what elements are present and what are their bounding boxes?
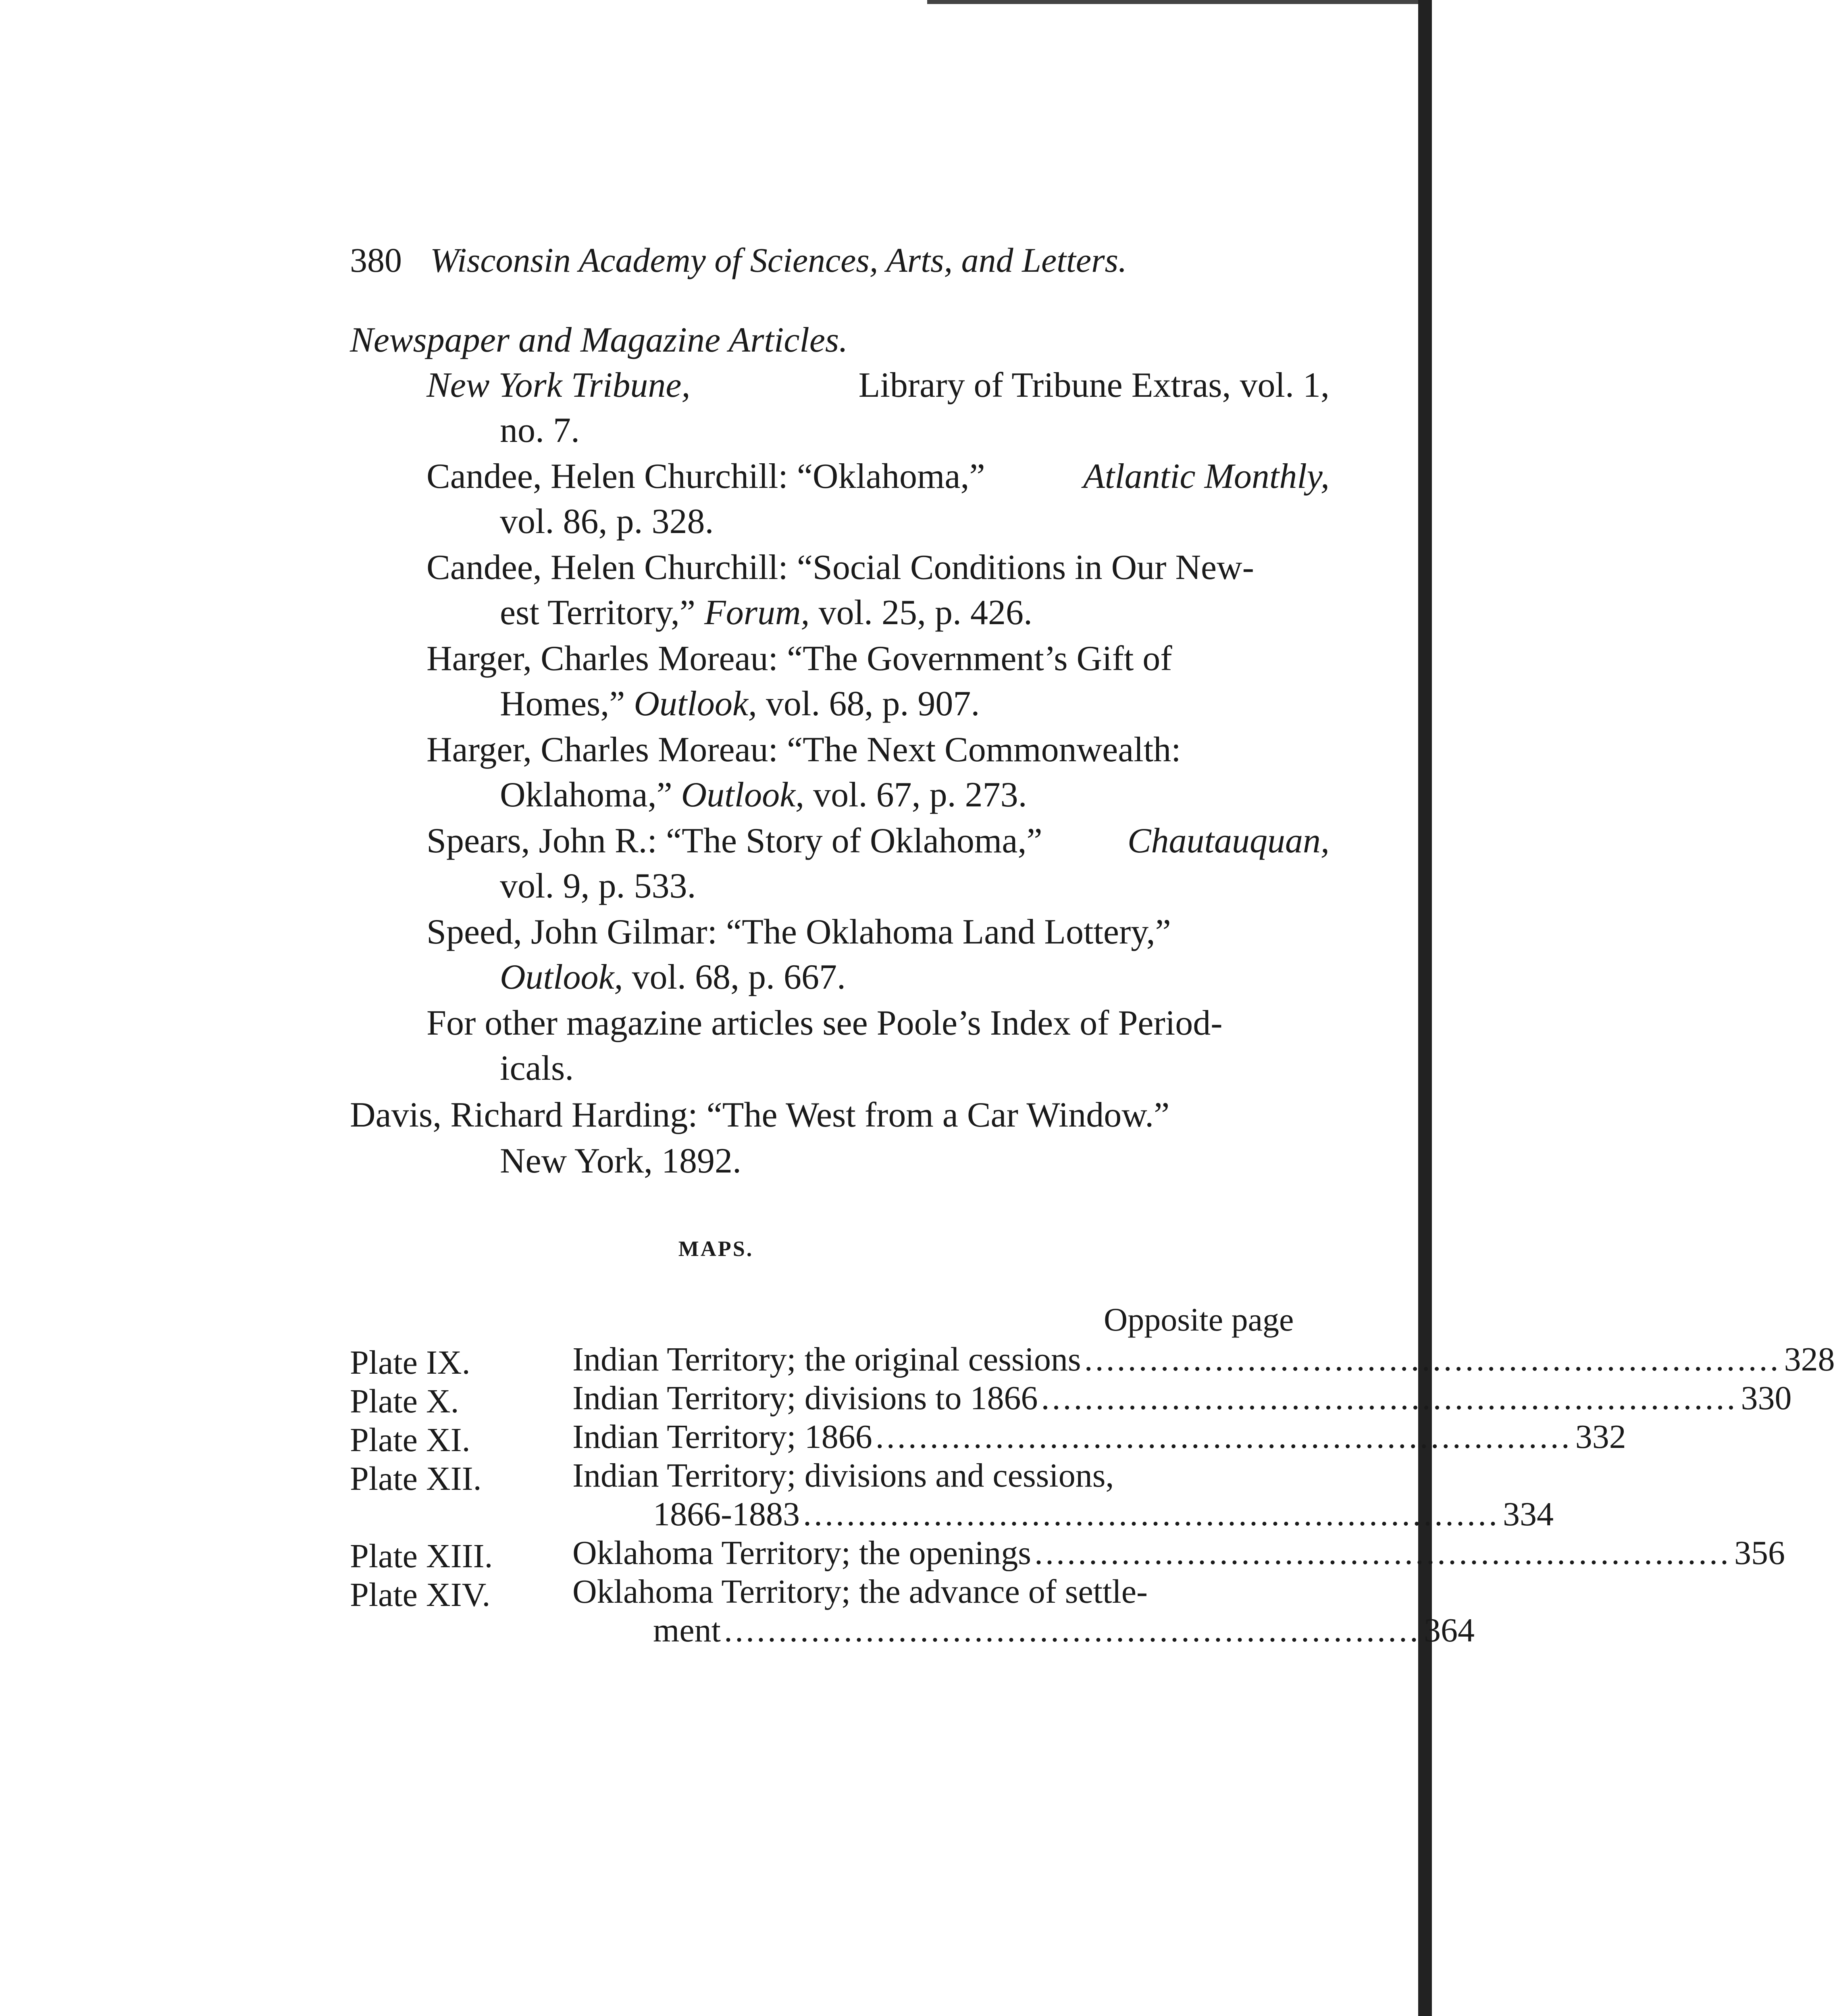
opposite-page-note: Opposite page [1104,1301,1294,1338]
article-8-line-2: icals. [500,1049,574,1088]
article-5-volume: vol. 67, p. 273. [813,775,1027,814]
article-1-line-1 [427,368,1329,403]
article-7-volume: vol. 68, p. 667. [632,958,846,997]
plate-label: Plate XIII. [350,1537,493,1575]
article-3-title-end: est Territory,” [500,593,695,632]
plate-entry [572,1534,1785,1572]
plate-label: Plate IX. [350,1344,470,1381]
scan-top-edge [927,0,1432,4]
plate-page: 330 [1741,1379,1792,1417]
plate-description: Indian Territory; divisions and cessions, [572,1457,1114,1494]
plate-label: Plate XII. [350,1460,482,1497]
article-6-line-1 [427,823,1329,859]
plate-page: 364 [1423,1612,1475,1649]
article-5-line-2 [500,777,1027,813]
plate-description: Indian Territory; the original cessions [572,1341,1081,1378]
plate-label: Plate XI. [350,1421,470,1459]
plate-description-continued: 1866-1883 [653,1495,800,1533]
article-3-line-1: Candee, Helen Churchill: “Social Conditions in Our New- [427,548,1254,587]
plate-entry-continued [653,1495,1554,1533]
plate-entry [572,1341,1835,1378]
article-4-line-2 [500,686,980,722]
running-title: Wisconsin Academy of Sciences, Arts, and Letters. [430,241,1127,279]
article-5-journal: Outlook, [681,775,805,814]
article-4-volume: vol. 68, p. 907. [766,684,980,723]
article-3-line-2 [500,595,1032,631]
article-7-line-2 [500,960,846,995]
article-1-source: New York Tribune, [427,366,691,405]
article-6-line-2: vol. 9, p. 533. [500,866,696,906]
plate-label: Plate XIV. [350,1576,491,1614]
article-4-line-1: Harger, Charles Moreau: “The Government’s Gift of [427,639,1172,678]
article-7-line-1: Speed, John Gilmar: “The Oklahoma Land Lottery,” [427,912,1171,952]
plate-description-continued: ment [653,1612,721,1649]
article-6-citation: Spears, John R.: “The Story of Oklahoma,” [427,821,1042,860]
article-2-line-2: vol. 86, p. 328. [500,502,714,541]
maps-heading: MAPS. [678,1237,754,1261]
plate-description: Oklahoma Territory; the advance of settle- [572,1573,1148,1610]
leader-dots: ................................................................ [875,1418,1572,1456]
plate-label: Plate X. [350,1383,459,1420]
article-1-line-2: no. 7. [500,411,580,450]
article-4-journal: Outlook, [634,684,757,723]
plate-description: Oklahoma Territory; the openings [572,1534,1031,1572]
article-4-title-end: Homes,” [500,684,625,723]
leader-dots: ................................................................ [724,1612,1421,1649]
article-3-volume: vol. 25, p. 426. [818,593,1033,632]
article-2-line-1 [427,459,1329,494]
running-header [350,243,1127,277]
leader-dots: ................................................................ [803,1495,1500,1533]
scan-right-edge [1418,0,1432,2016]
article-1-detail: Library of Tribune Extras, vol. 1, [858,366,1329,405]
plate-entry [572,1379,1792,1417]
plate-description: Indian Territory; divisions to 1866 [572,1379,1038,1417]
leader-dots: ................................................................ [1041,1379,1738,1417]
plate-page: 356 [1734,1534,1785,1572]
leader-dots: ................................................................ [1084,1341,1781,1378]
article-7-journal: Outlook, [500,958,623,997]
plate-entry-continued [653,1612,1475,1649]
davis-line-1: Davis, Richard Harding: “The West from a Car Window.” [350,1095,1170,1135]
article-2-citation: Candee, Helen Churchill: “Oklahoma,” [427,457,985,496]
plate-entry [572,1418,1626,1456]
plate-page: 334 [1502,1495,1554,1533]
plate-page: 328 [1784,1341,1835,1378]
article-5-title-end: Oklahoma,” [500,775,672,814]
leader-dots: ................................................................ [1034,1534,1731,1572]
page-number: 380 [350,241,402,279]
article-2-journal: Atlantic Monthly, [1083,457,1329,496]
plate-description: Indian Territory; 1866 [572,1418,872,1456]
davis-line-2: New York, 1892. [500,1141,741,1181]
plate-page: 332 [1575,1418,1626,1456]
article-6-journal: Chautauquan, [1127,821,1329,860]
article-3-journal: Forum, [704,593,810,632]
section-title: Newspaper and Magazine Articles. [350,321,848,360]
article-5-line-1: Harger, Charles Moreau: “The Next Commonwealth: [427,730,1181,769]
article-8-line-1: For other magazine articles see Poole’s Index of Period- [427,1004,1223,1043]
